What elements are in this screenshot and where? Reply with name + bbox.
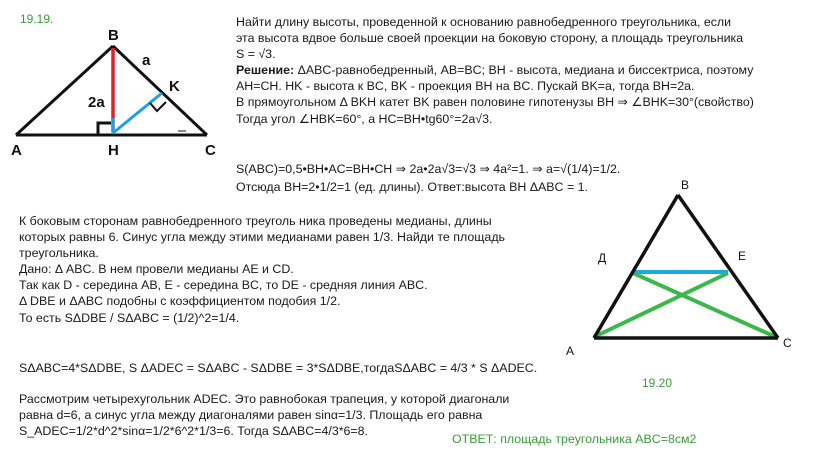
- problem2-line: Δ DBE и ΔABC подобны с коэффициентом подобия 1/2.: [19, 294, 341, 309]
- problem2-line: К боковым сторонам равнобедренного треуголь ника проведены медианы, длины: [19, 214, 492, 228]
- problem-number-2: 19.20: [642, 376, 673, 390]
- area-line: S(ABC)=0,5•BH•AC=BH•CH ⇒ 2a•2a√3=√3 ⇒ 4a²=1. ⇒ a=√(1/4)=1/2.: [236, 162, 621, 176]
- label-d-2: Д: [598, 251, 607, 265]
- label-a-side: a: [142, 52, 151, 69]
- solution-line: Тогда угол ∠HBK=60°, а HC=BH•tg60°=2a√3.: [236, 111, 493, 126]
- solution-label: Решение:: [236, 63, 295, 78]
- problem2-line: треугольника.: [19, 246, 99, 261]
- label-a: A: [11, 142, 22, 159]
- label-k: K: [169, 78, 180, 95]
- solution-line: В прямоугольном Δ BKH катет BK равен половине гипотенузы BH ⇒ ∠BHK=30°(свойство): [236, 95, 754, 110]
- problem2-line: Так как D - середина AB, E - середина BC, то DE - средняя линия ABC.: [19, 278, 428, 293]
- label-h: H: [108, 142, 119, 159]
- label-b-2: B: [681, 178, 690, 192]
- label-c-2: C: [783, 336, 792, 350]
- problem-number-1: 19.19.: [20, 12, 54, 26]
- statement-line: S = √3.: [236, 47, 276, 62]
- label-c: C: [205, 142, 216, 159]
- trap-line: равна d=6, а синус угла между диагоналями равен sinα=1/3. Площадь его равна: [19, 408, 483, 423]
- label-e-2: E: [738, 249, 747, 263]
- problem2-line: которых равны 6. Синус угла между этими медианами равен 1/3. Найди те площадь: [19, 230, 506, 245]
- problem2-area-line: SΔABC=4*SΔDBE, S ΔADEC = SΔABC - SΔDBE = 3*SΔDBE,тогдаSΔABC = 4/3 * S ΔADEC.: [19, 361, 538, 375]
- trap-line: S_ADEC=1/2*d^2*sinα=1/2*6^2*1/3=6. Тогда SΔABC=4/3*6=8.: [19, 424, 368, 439]
- label-a-2: A: [566, 344, 575, 358]
- label-b: B: [108, 27, 119, 44]
- statement-line: Найти длину высоты, проведенной к основанию равнобедренного треугольника, если: [236, 15, 732, 29]
- final-answer: ОТВЕТ: площадь треугольника ABC=8см2: [452, 432, 697, 446]
- solution-line: AH=CH. HK - высота к BC, BK - проекция BH на BC. Пускай BK=a, тогда BH=2a.: [236, 79, 695, 94]
- statement-line: эта высота вдвое больше своей проекции на боковую сторону, а площадь треугольника: [236, 31, 744, 46]
- answer-line: Отсюда BH=2•1/2=1 (ед. длины). Ответ:высота BH ΔABC = 1.: [236, 180, 588, 195]
- label-2a: 2a: [88, 94, 105, 111]
- solution-text: ΔABC-равнобедренный, AB=BC; BH - высота, медиана и биссектриса, поэтому: [294, 63, 754, 78]
- trap-line: Рассмотрим четырехугольник ADEC. Это равнобокая трапеция, у которой диагонали: [19, 392, 510, 406]
- problem2-line: Дано: Δ ABC. В нем провели медианы AE и CD.: [19, 262, 294, 277]
- problem2-line: То есть SΔDBE / SΔABC = (1/2)^2=1/4.: [19, 310, 240, 325]
